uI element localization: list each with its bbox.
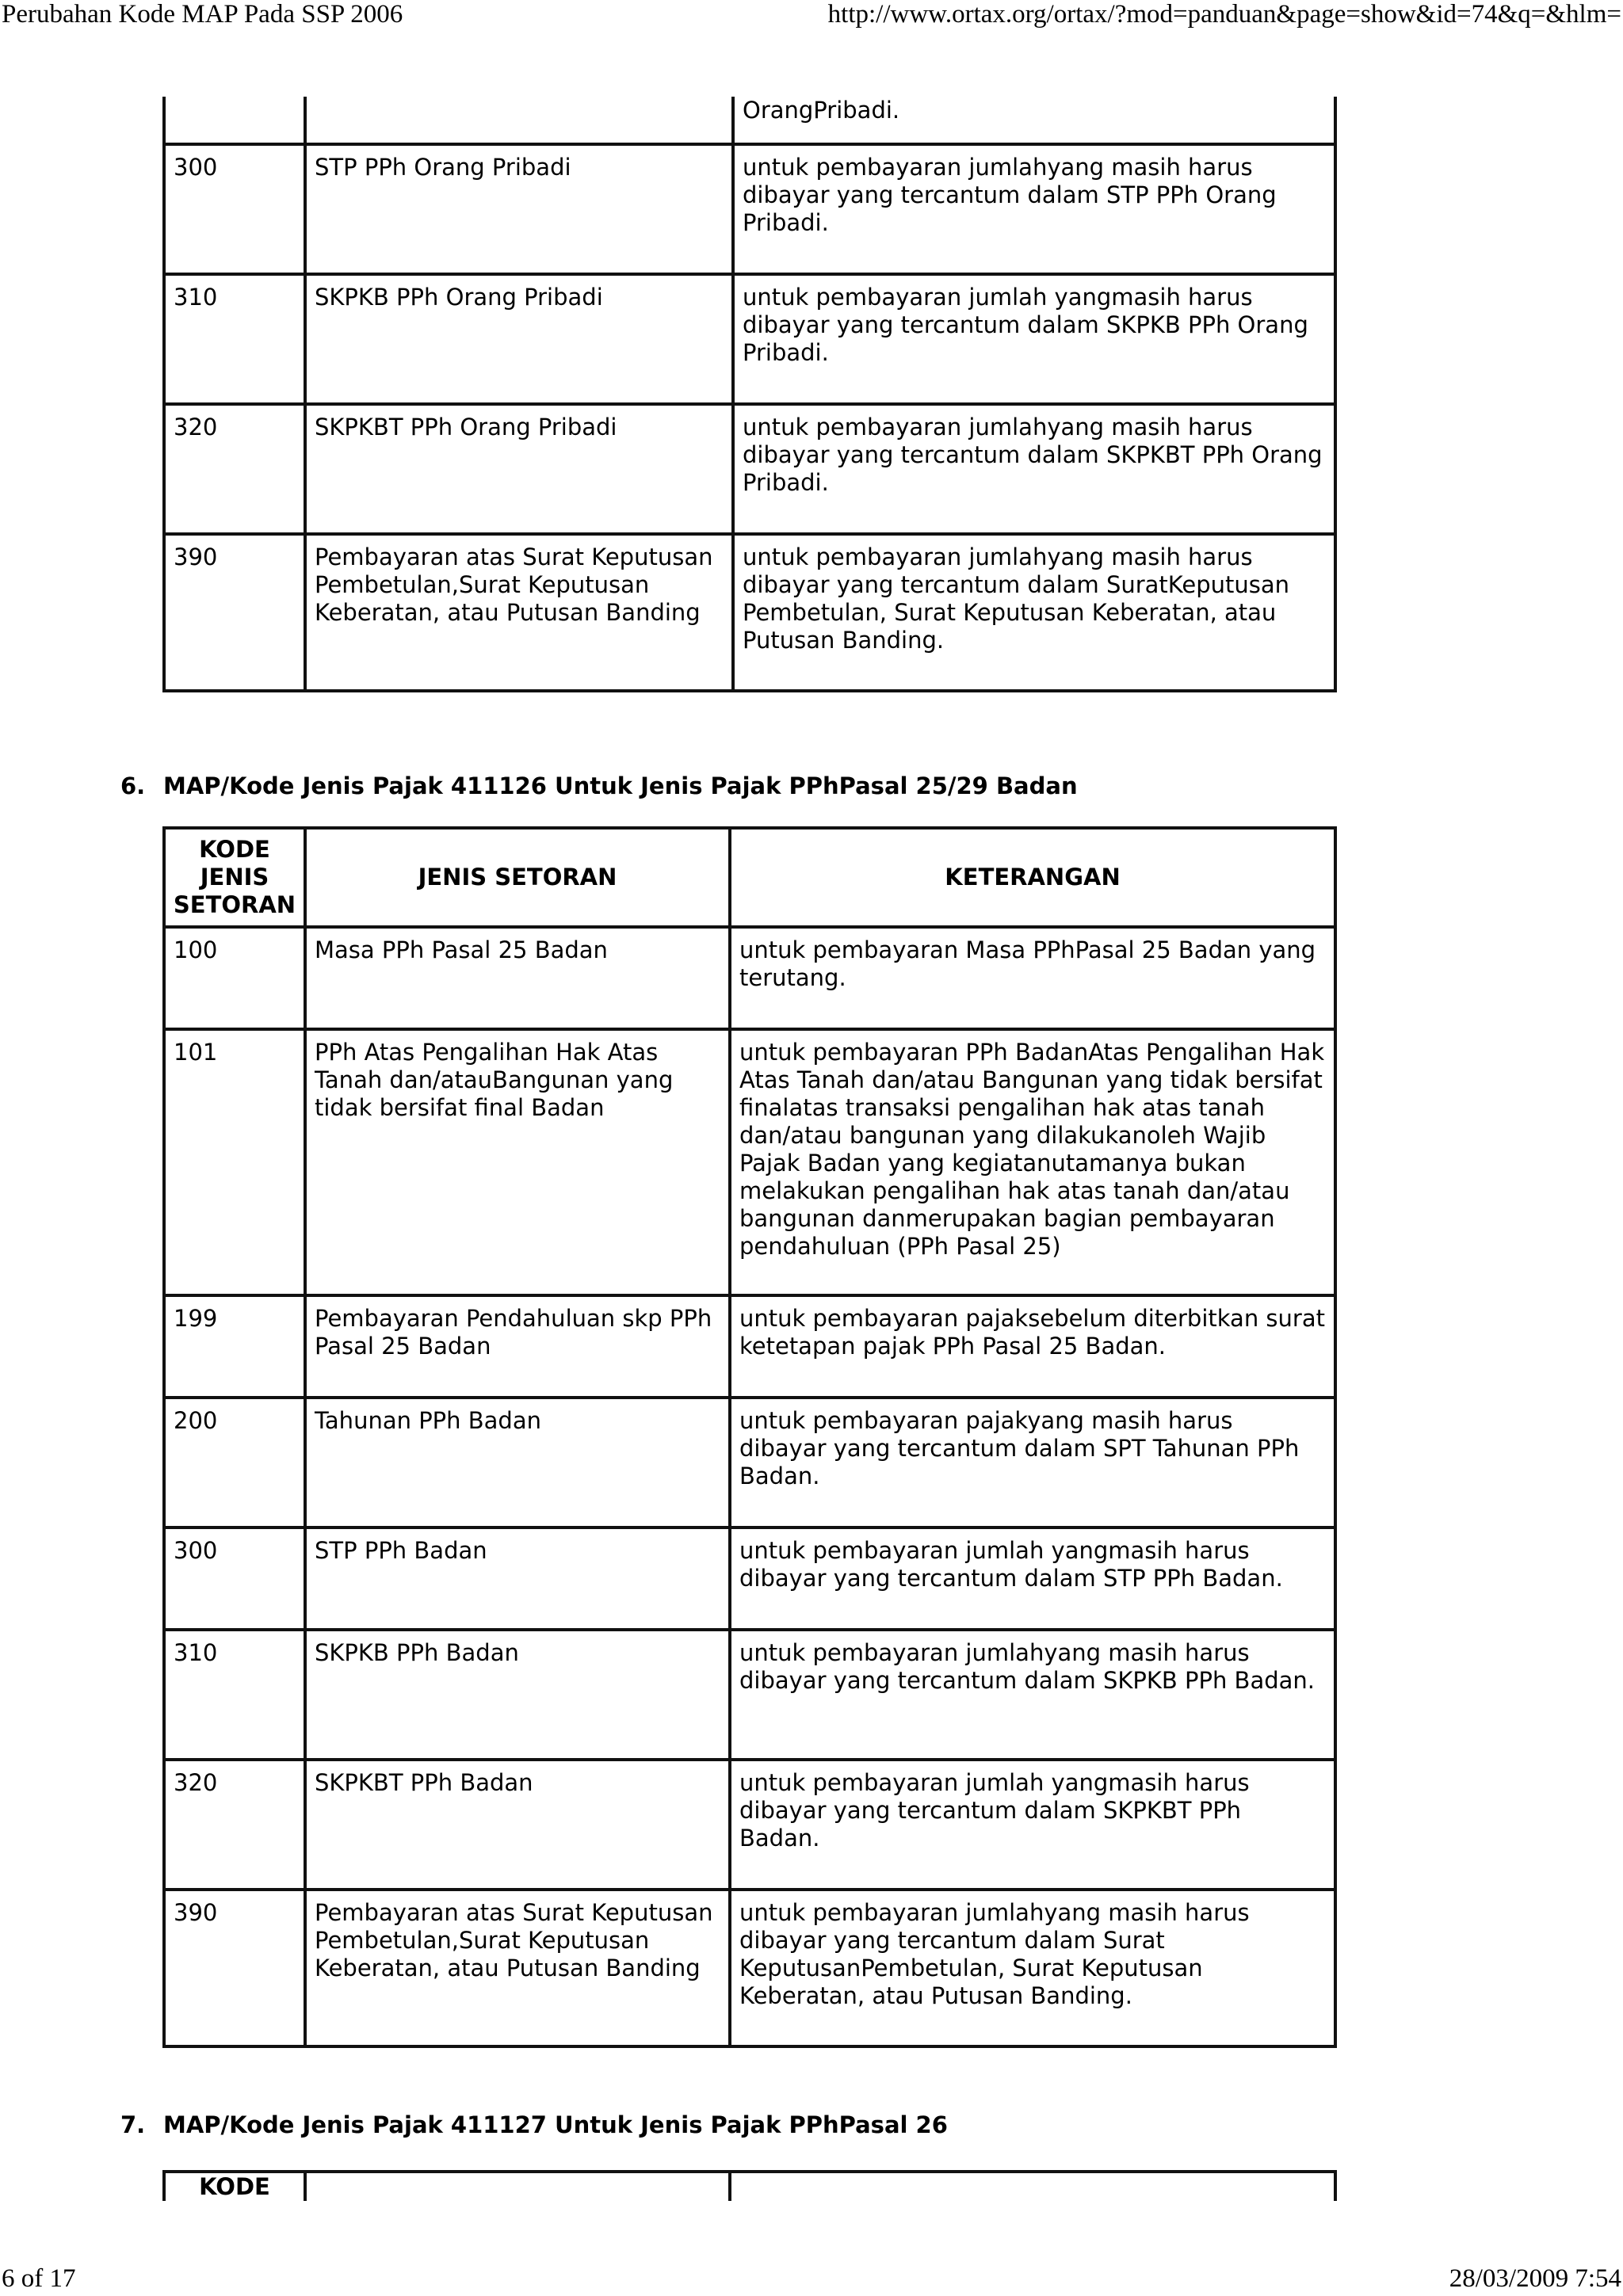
jenis-cell: STP PPh Orang Pribadi xyxy=(305,144,733,274)
keterangan-cell: untuk pembayaran Masa PPhPasal 25 Badan yang terutang. xyxy=(730,927,1335,1029)
jenis-cell: STP PPh Badan xyxy=(305,1527,730,1630)
kode-cell: 390 xyxy=(164,534,305,691)
jenis-cell: SKPKB PPh Badan xyxy=(305,1630,730,1760)
keterangan-cell: untuk pembayaran pajakyang masih harus dibayar yang tercantum dalam SPT Tahunan PPh Badan. xyxy=(730,1398,1335,1527)
jenis-cell xyxy=(305,97,733,144)
jenis-cell: Tahunan PPh Badan xyxy=(305,1398,730,1527)
jenis-cell: Pembayaran atas Surat Keputusan Pembetulan,Surat Keputusan Keberatan, atau Putusan Banding xyxy=(305,1890,730,2046)
keterangan-cell: untuk pembayaran pajaksebelum diterbitkan surat ketetapan pajak PPh Pasal 25 Badan. xyxy=(730,1295,1335,1398)
page-url: http://www.ortax.org/ortax/?mod=panduan&page=show&id=74&q=&hlm= xyxy=(827,0,1621,29)
table-row xyxy=(164,1760,1335,1890)
table-header-row xyxy=(164,2172,1335,2201)
page-count: 6 of 17 xyxy=(2,2264,76,2293)
section-number: 6. xyxy=(120,772,146,799)
print-footer xyxy=(0,2264,1623,2296)
keterangan-cell: OrangPribadi. xyxy=(733,97,1335,144)
kode-cell: 320 xyxy=(164,1760,305,1890)
table-row xyxy=(164,927,1335,1029)
print-datetime: 28/03/2009 7:54 xyxy=(1449,2264,1621,2293)
keterangan-cell: untuk pembayaran jumlahyang masih harus dibayar yang tercantum dalam SKPKBT PPh Orang Pribadi. xyxy=(733,404,1335,534)
table-row xyxy=(164,534,1335,691)
table-row xyxy=(164,1398,1335,1527)
keterangan-cell: untuk pembayaran PPh BadanAtas Pengalihan Hak Atas Tanah dan/atau Bangunan yang tidak bersifat finalatas transaksi pengalihan hak atas tanah dan/atau bangunan yang dilakukanoleh Wajib Pajak Badan yang kegiatanutamanya bukan melakukan pengalihan hak atas tanah dan/atau bangunan danmerupakan bagian pembayaran pendahuluan (PPh Pasal 25) xyxy=(730,1029,1335,1295)
document-title: Perubahan Kode MAP Pada SSP 2006 xyxy=(2,0,403,29)
header-jenis xyxy=(305,2172,730,2201)
table-row xyxy=(164,144,1335,274)
kode-cell: 310 xyxy=(164,274,305,404)
table-row xyxy=(164,404,1335,534)
jenis-cell: PPh Atas Pengalihan Hak Atas Tanah dan/atauBangunan yang tidak bersifat final Badan xyxy=(305,1029,730,1295)
table-row xyxy=(164,1295,1335,1398)
keterangan-cell: untuk pembayaran jumlah yangmasih harus dibayar yang tercantum dalam SKPKB PPh Orang Pribadi. xyxy=(733,274,1335,404)
jenis-cell: SKPKB PPh Orang Pribadi xyxy=(305,274,733,404)
table-row xyxy=(164,1527,1335,1630)
table-row xyxy=(164,97,1335,144)
keterangan-cell: untuk pembayaran jumlahyang masih harus dibayar yang tercantum dalam STP PPh Orang Pribadi. xyxy=(733,144,1335,274)
jenis-cell: Pembayaran Pendahuluan skp PPh Pasal 25 Badan xyxy=(305,1295,730,1398)
jenis-cell: SKPKBT PPh Badan xyxy=(305,1760,730,1890)
jenis-cell: Pembayaran atas Surat Keputusan Pembetulan,Surat Keputusan Keberatan, atau Putusan Banding xyxy=(305,534,733,691)
header-keterangan: KETERANGAN xyxy=(730,828,1335,927)
kode-cell xyxy=(164,97,305,144)
header-keterangan xyxy=(730,2172,1335,2201)
section-title: MAP/Kode Jenis Pajak 411127 Untuk Jenis Pajak PPhPasal 26 xyxy=(163,2111,948,2138)
keterangan-cell: untuk pembayaran jumlahyang masih harus dibayar yang tercantum dalam SuratKeputusan Pembetulan, Surat Keputusan Keberatan, atau Putusan Banding. xyxy=(733,534,1335,691)
kode-cell: 100 xyxy=(164,927,305,1029)
kode-cell: 300 xyxy=(164,144,305,274)
kode-cell: 101 xyxy=(164,1029,305,1295)
jenis-cell: SKPKBT PPh Orang Pribadi xyxy=(305,404,733,534)
keterangan-cell: untuk pembayaran jumlah yangmasih harus dibayar yang tercantum dalam STP PPh Badan. xyxy=(730,1527,1335,1630)
kode-cell: 320 xyxy=(164,404,305,534)
kode-cell: 199 xyxy=(164,1295,305,1398)
table-header-row xyxy=(164,828,1335,927)
table-row xyxy=(164,1029,1335,1295)
kode-cell: 200 xyxy=(164,1398,305,1527)
kode-cell: 300 xyxy=(164,1527,305,1630)
table-pph-pasal-25-29-badan xyxy=(162,826,1337,2048)
header-kode: KODE xyxy=(164,2172,305,2201)
jenis-cell: Masa PPh Pasal 25 Badan xyxy=(305,927,730,1029)
section-7-heading xyxy=(120,2111,948,2138)
table-pph-pasal-26-start xyxy=(162,2170,1337,2201)
keterangan-cell: untuk pembayaran jumlah yangmasih harus dibayar yang tercantum dalam SKPKBT PPh Badan. xyxy=(730,1760,1335,1890)
keterangan-cell: untuk pembayaran jumlahyang masih harus dibayar yang tercantum dalam Surat KeputusanPembetulan, Surat Keputusan Keberatan, atau Putusan Banding. xyxy=(730,1890,1335,2046)
section-title: MAP/Kode Jenis Pajak 411126 Untuk Jenis Pajak PPhPasal 25/29 Badan xyxy=(163,772,1078,799)
table-pph-orang-pribadi-continued xyxy=(162,97,1337,692)
header-jenis: JENIS SETORAN xyxy=(305,828,730,927)
print-header xyxy=(0,0,1623,32)
table-row xyxy=(164,274,1335,404)
kode-cell: 310 xyxy=(164,1630,305,1760)
keterangan-cell: untuk pembayaran jumlahyang masih harus dibayar yang tercantum dalam SKPKB PPh Badan. xyxy=(730,1630,1335,1760)
section-6-heading xyxy=(120,772,1078,799)
table-row xyxy=(164,1890,1335,2046)
section-number: 7. xyxy=(120,2111,146,2138)
table-row xyxy=(164,1630,1335,1760)
header-kode: KODE JENIS SETORAN xyxy=(164,828,305,927)
kode-cell: 390 xyxy=(164,1890,305,2046)
